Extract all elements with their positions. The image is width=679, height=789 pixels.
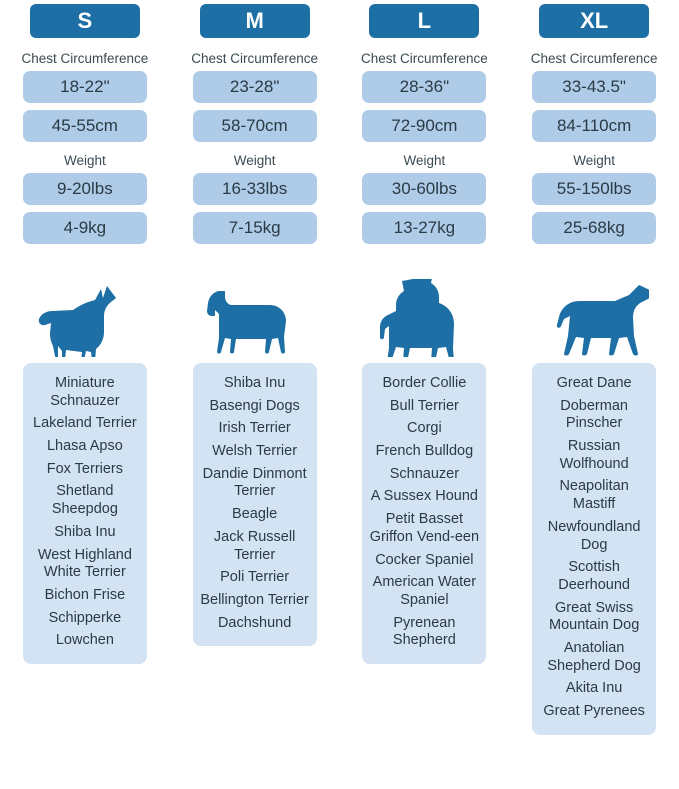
list-item: Border Collie xyxy=(382,375,467,391)
weight-lbs-xl: 55-150lbs xyxy=(532,173,656,205)
size-column-m xyxy=(170,4,340,735)
size-column-xl xyxy=(509,4,679,735)
list-item: Poli Terrier xyxy=(220,569,290,586)
chest-cm-l: 72-90cm xyxy=(362,110,486,142)
chest-label-m: Chest Circumference xyxy=(191,51,319,66)
list-item: Great Swiss Mountain Dog xyxy=(548,599,640,634)
chest-inches-s: 18-22" xyxy=(23,71,147,103)
weight-label-l: Weight xyxy=(403,153,446,168)
list-item: Basengi Dogs xyxy=(209,397,300,414)
chest-inches-l: 28-36" xyxy=(362,71,486,103)
list-item: Akita Inu xyxy=(565,680,623,697)
size-header-l: L xyxy=(369,4,479,38)
breed-list-s xyxy=(23,363,147,664)
list-item: Petit Basset Griffon Vend-een xyxy=(369,511,480,545)
weight-lbs-m: 16-33lbs xyxy=(193,173,317,205)
list-item: Lakeland Terrier xyxy=(33,415,137,432)
weight-kg-l: 13-27kg xyxy=(362,212,486,244)
list-item: Bellington Terrier xyxy=(200,591,309,608)
list-item: Doberman Pinscher xyxy=(560,397,628,432)
breed-list-l xyxy=(362,363,486,664)
list-item: Great Pyrenees xyxy=(543,703,645,719)
size-column-l xyxy=(340,4,510,735)
list-item: Welsh Terrier xyxy=(212,443,298,460)
chest-cm-m: 58-70cm xyxy=(193,110,317,142)
list-item: Bull Terrier xyxy=(389,397,459,414)
chest-inches-m: 23-28" xyxy=(193,71,317,103)
list-item: Lowchen xyxy=(55,632,114,649)
weight-lbs-l: 30-60lbs xyxy=(362,173,486,205)
size-header-s: S xyxy=(30,4,140,38)
list-item: A Sussex Hound xyxy=(370,488,478,505)
dog-silhouette-large-icon xyxy=(372,265,476,357)
list-item: Russian Wolfhound xyxy=(559,438,629,472)
weight-label-xl: Weight xyxy=(573,153,616,168)
chest-label-s: Chest Circumference xyxy=(21,51,149,66)
list-item: Neapolitan Mastiff xyxy=(559,478,629,513)
list-item: Beagle xyxy=(232,506,278,523)
weight-lbs-s: 9-20lbs xyxy=(23,173,147,205)
list-item: Irish Terrier xyxy=(218,420,291,437)
weight-label-s: Weight xyxy=(63,153,106,168)
list-item: American Water Spaniel xyxy=(372,574,477,608)
list-item: Fox Terriers xyxy=(46,460,124,477)
list-item: Dachshund xyxy=(217,614,292,631)
list-item: Cocker Spaniel xyxy=(375,551,474,568)
size-header-m: M xyxy=(200,4,310,38)
weight-label-m: Weight xyxy=(233,153,276,168)
list-item: Great Dane xyxy=(556,375,632,391)
list-item: Dandie Dinmont Terrier xyxy=(202,465,307,500)
weight-kg-m: 7-15kg xyxy=(193,212,317,244)
dog-silhouette-medium-icon xyxy=(203,265,307,357)
list-item: West Highland White Terrier xyxy=(37,546,132,581)
chest-cm-xl: 84-110cm xyxy=(532,110,656,142)
chest-cm-s: 45-55cm xyxy=(23,110,147,142)
dog-silhouette-xlarge-icon xyxy=(539,265,649,357)
list-item: Schnauzer xyxy=(389,465,460,482)
list-item: Newfoundland Dog xyxy=(547,518,641,553)
list-item: Lhasa Apso xyxy=(46,438,123,455)
list-item: Anatolian Shepherd Dog xyxy=(547,639,641,674)
chest-inches-xl: 33-43.5" xyxy=(532,71,656,103)
dog-silhouette-small-icon xyxy=(33,265,137,357)
list-item: Bichon Frise xyxy=(44,586,126,603)
list-item: Shiba Inu xyxy=(223,375,286,391)
breed-list-m xyxy=(193,363,317,646)
weight-kg-s: 4-9kg xyxy=(23,212,147,244)
breed-list-xl xyxy=(532,363,656,735)
list-item: Shetland Sheepdog xyxy=(51,483,118,518)
list-item: Shiba Inu xyxy=(54,523,116,540)
list-item: Miniature Schnauzer xyxy=(50,375,120,409)
list-item: Jack Russell Terrier xyxy=(213,528,296,563)
list-item: French Bulldog xyxy=(375,443,474,460)
list-item: Pyrenean Shepherd xyxy=(392,614,456,649)
list-item: Corgi xyxy=(407,420,442,437)
list-item: Scottish Deerhound xyxy=(558,559,630,593)
list-item: Schipperke xyxy=(48,609,122,626)
weight-kg-xl: 25-68kg xyxy=(532,212,656,244)
size-column-s xyxy=(0,4,170,735)
size-header-xl: XL xyxy=(539,4,649,38)
chest-label-xl: Chest Circumference xyxy=(530,51,658,66)
chest-label-l: Chest Circumference xyxy=(360,51,488,66)
